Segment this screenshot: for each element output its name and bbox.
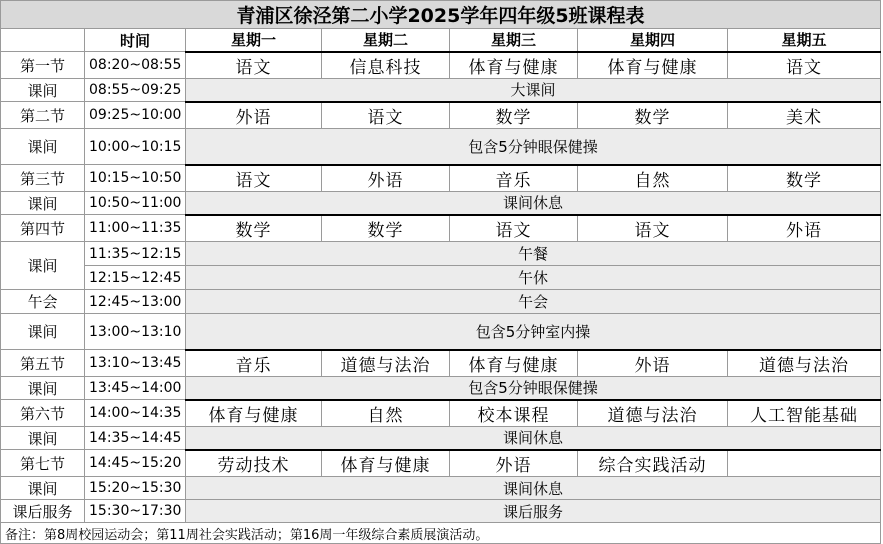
period-label: 课间 <box>1 242 85 290</box>
time-range: 09:25~10:00 <box>85 102 186 129</box>
subject-cell: 语文 <box>450 215 578 242</box>
period-label: 午会 <box>1 290 85 314</box>
break-activity: 包含5分钟眼保健操 <box>186 377 881 400</box>
header-thursday: 星期四 <box>578 29 728 52</box>
period-label: 课间 <box>1 79 85 102</box>
period-label: 课间 <box>1 427 85 450</box>
break-activity: 午会 <box>186 290 881 314</box>
table-row <box>1 500 881 523</box>
subject-cell: 自然 <box>578 165 728 192</box>
subject-cell: 美术 <box>728 102 881 129</box>
subject-cell: 体育与健康 <box>322 450 450 477</box>
subject-cell: 体育与健康 <box>186 400 322 427</box>
time-range: 08:20~08:55 <box>85 52 186 79</box>
subject-cell: 数学 <box>450 102 578 129</box>
subject-cell: 校本课程 <box>450 400 578 427</box>
subject-cell: 语文 <box>186 165 322 192</box>
period-label: 课间 <box>1 129 85 165</box>
period-label: 第二节 <box>1 102 85 129</box>
time-range: 10:50~11:00 <box>85 192 186 215</box>
break-activity: 课后服务 <box>186 500 881 523</box>
table-row <box>1 165 881 192</box>
subject-cell: 道德与法治 <box>322 350 450 377</box>
period-label: 课间 <box>1 192 85 215</box>
header-monday: 星期一 <box>186 29 322 52</box>
period-label: 第六节 <box>1 400 85 427</box>
time-range: 08:55~09:25 <box>85 79 186 102</box>
table-row <box>1 129 881 165</box>
time-range: 10:00~10:15 <box>85 129 186 165</box>
subject-cell: 语文 <box>578 215 728 242</box>
time-range: 11:00~11:35 <box>85 215 186 242</box>
time-range: 13:45~14:00 <box>85 377 186 400</box>
subject-cell: 语文 <box>322 102 450 129</box>
subject-cell: 语文 <box>186 52 322 79</box>
period-label: 课间 <box>1 314 85 350</box>
period-label: 第四节 <box>1 215 85 242</box>
subject-cell: 数学 <box>186 215 322 242</box>
header-tuesday: 星期二 <box>322 29 450 52</box>
period-label: 第五节 <box>1 350 85 377</box>
break-activity: 课间休息 <box>186 192 881 215</box>
subject-cell: 外语 <box>186 102 322 129</box>
break-activity: 课间休息 <box>186 477 881 500</box>
subject-cell: 音乐 <box>450 165 578 192</box>
break-activity: 包含5分钟眼保健操 <box>186 129 881 165</box>
table-row <box>1 314 881 350</box>
subject-cell: 体育与健康 <box>578 52 728 79</box>
table-title: 青浦区徐泾第二小学2025学年四年级5班课程表 <box>1 1 881 29</box>
time-range: 14:35~14:45 <box>85 427 186 450</box>
time-range: 12:45~13:00 <box>85 290 186 314</box>
subject-cell: 外语 <box>578 350 728 377</box>
subject-cell: 数学 <box>322 215 450 242</box>
period-label: 第三节 <box>1 165 85 192</box>
subject-cell: 体育与健康 <box>450 52 578 79</box>
time-range: 11:35~12:15 <box>85 242 186 266</box>
subject-cell: 道德与法治 <box>578 400 728 427</box>
time-range: 14:00~14:35 <box>85 400 186 427</box>
table-row <box>1 400 881 427</box>
time-range: 12:15~12:45 <box>85 266 186 290</box>
subject-cell: 信息科技 <box>322 52 450 79</box>
table-row <box>1 79 881 102</box>
table-row <box>1 215 881 242</box>
break-activity: 包含5分钟室内操 <box>186 314 881 350</box>
break-activity: 课间休息 <box>186 427 881 450</box>
subject-cell: 外语 <box>450 450 578 477</box>
table-row <box>1 477 881 500</box>
header-friday: 星期五 <box>728 29 881 52</box>
subject-cell: 劳动技术 <box>186 450 322 477</box>
break-activity: 午休 <box>186 266 881 290</box>
time-range: 13:00~13:10 <box>85 314 186 350</box>
period-label: 课间 <box>1 377 85 400</box>
period-label: 第七节 <box>1 450 85 477</box>
subject-cell: 语文 <box>728 52 881 79</box>
subject-cell: 道德与法治 <box>728 350 881 377</box>
subject-cell: 音乐 <box>186 350 322 377</box>
time-range: 10:15~10:50 <box>85 165 186 192</box>
header-blank <box>1 29 85 52</box>
table-row <box>1 350 881 377</box>
subject-cell: 综合实践活动 <box>578 450 728 477</box>
period-label: 第一节 <box>1 52 85 79</box>
break-activity: 午餐 <box>186 242 881 266</box>
subject-cell: 人工智能基础 <box>728 400 881 427</box>
table-row <box>1 450 881 477</box>
table-row <box>1 242 881 266</box>
footnote: 备注：第8周校园运动会；第11周社会实践活动；第16周一年级综合素质展演活动。 <box>1 523 881 544</box>
subject-cell: 外语 <box>322 165 450 192</box>
subject-cell: 数学 <box>578 102 728 129</box>
break-activity: 大课间 <box>186 79 881 102</box>
time-range: 13:10~13:45 <box>85 350 186 377</box>
subject-cell: 外语 <box>728 215 881 242</box>
table-row <box>1 427 881 450</box>
table-row <box>1 377 881 400</box>
table-row <box>1 192 881 215</box>
time-range: 15:30~17:30 <box>85 500 186 523</box>
subject-cell: 体育与健康 <box>450 350 578 377</box>
header-wednesday: 星期三 <box>450 29 578 52</box>
time-range: 14:45~15:20 <box>85 450 186 477</box>
header-time: 时间 <box>85 29 186 52</box>
subject-cell-empty <box>728 450 881 477</box>
time-range: 15:20~15:30 <box>85 477 186 500</box>
table-row <box>1 102 881 129</box>
subject-cell: 数学 <box>728 165 881 192</box>
subject-cell: 自然 <box>322 400 450 427</box>
period-label: 课后服务 <box>1 500 85 523</box>
table-row <box>1 52 881 79</box>
table-row <box>1 266 881 290</box>
table-row <box>1 290 881 314</box>
period-label: 课间 <box>1 477 85 500</box>
